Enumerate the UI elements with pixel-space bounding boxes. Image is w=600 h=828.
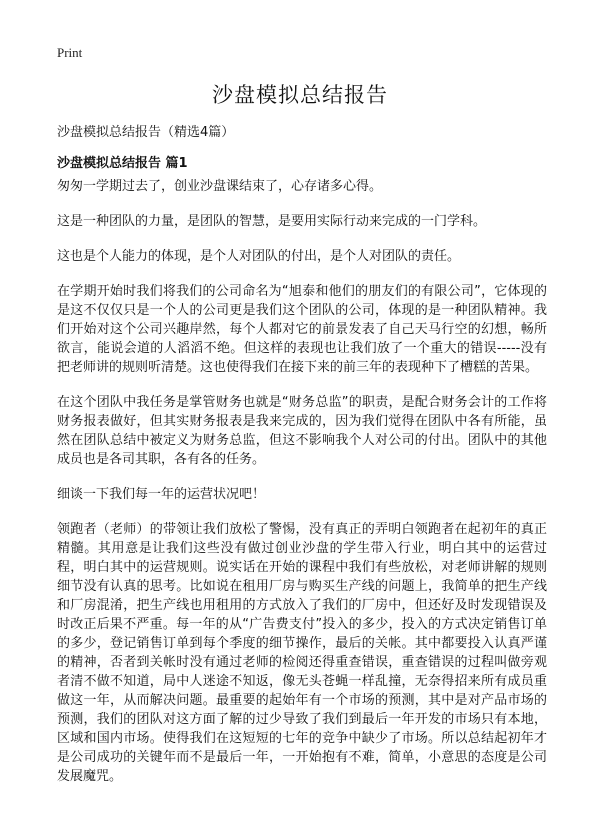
- paragraph: 在学期开始时我们将我们的公司命名为“旭泰和他们的朋友们的有限公司”，它体现的是这不仅仅只是一个人的公司更是我们这个团队的公司，体现的是一种团队精神。我们开始对这个公司兴趣岸然，每个人都对它的前景发表了自己天马行空的幻想，畅所欲言，能说会道的人滔滔不绝。但这样的表现也让我们放了一个重大的错误-----没有把老师讲的规则听清楚。这也使得我们在接下来的前三年的表现种下了槽糕的苦果。: [57, 284, 547, 375]
- document-subtitle: 沙盘模拟总结报告（精选4篇）: [57, 125, 235, 140]
- article-body: [57, 177, 547, 786]
- section-heading: 沙盘模拟总结报告 篇1: [57, 156, 188, 171]
- print-link[interactable]: Print: [57, 45, 83, 60]
- paragraph: 这是一种团队的力量，是团队的智慧，是要用实际行动来完成的一门学科。: [57, 214, 487, 229]
- paragraph: 这也是个人能力的体现，是个人对团队的付出，是个人对团队的责任。: [57, 249, 461, 264]
- page-title: 沙盘模拟总结报告: [212, 83, 388, 107]
- paragraph: 在这个团队中我任务是掌管财务也就是“财务总监”的职责，是配合财务会计的工作将财务报表做好，但其实财务报表是我来完成的，因为我们觉得在团队中各有所能，虽然在团队总结中被定义为财务总监，但这不影响我个人对公司的付出。团队中的其他成员也是各司其职，各有各的任务。: [57, 395, 547, 467]
- paragraph: 细谈一下我们每一年的运营状况吧！: [57, 487, 266, 502]
- paragraph: 匆匆一学期过去了，创业沙盘课结束了，心存诸多心得。: [57, 179, 383, 194]
- paragraph: 领跑者（老师）的带领让我们放松了警惕，没有真正的弄明白领跑者在起初年的真正精髓。其用意是让我们这些没有做过创业沙盘的学生带入行业，明白其中的运营过程，明白其中的运营规则。说实话在开始的课程中我们有些放松，对老师讲解的规则细节没有认真的思考。比如说在租用厂房与购买生产线的问题上，我简单的把生产线和厂房混淆，把生产线也用租用的方式放入了我们的厂房中，但还好及时发现错误及时改正后果不严重。每一年的从“广告费支付”投入的多少，投入的方式决定销售订单的多少，登记销售订单到每个季度的细节操作，最后的关帐。其中都要投入认真严谨的精神，否者到关帐时没有通过老师的检阅还得重查错误，重查错误的过程叫做旁观者清不做不知道，局中人迷途不知返，像无头苍蝇一样乱撞，无奈得招来所有成员重做这一年，从而解决问题。最重要的起始年有一个市场的预测，其中是对产品市场的预测，我们的团队对这方面了解的过少导致了我们到最后一年开发的市场只有本地，区域和国内市场。使得我们在这短短的七年的竞争中缺少了市场。所以总结起初年才是公司成功的关键年而不是最后一年，一开始抱有不难，简单，小意思的态度是公司发展魔咒。: [57, 522, 547, 784]
